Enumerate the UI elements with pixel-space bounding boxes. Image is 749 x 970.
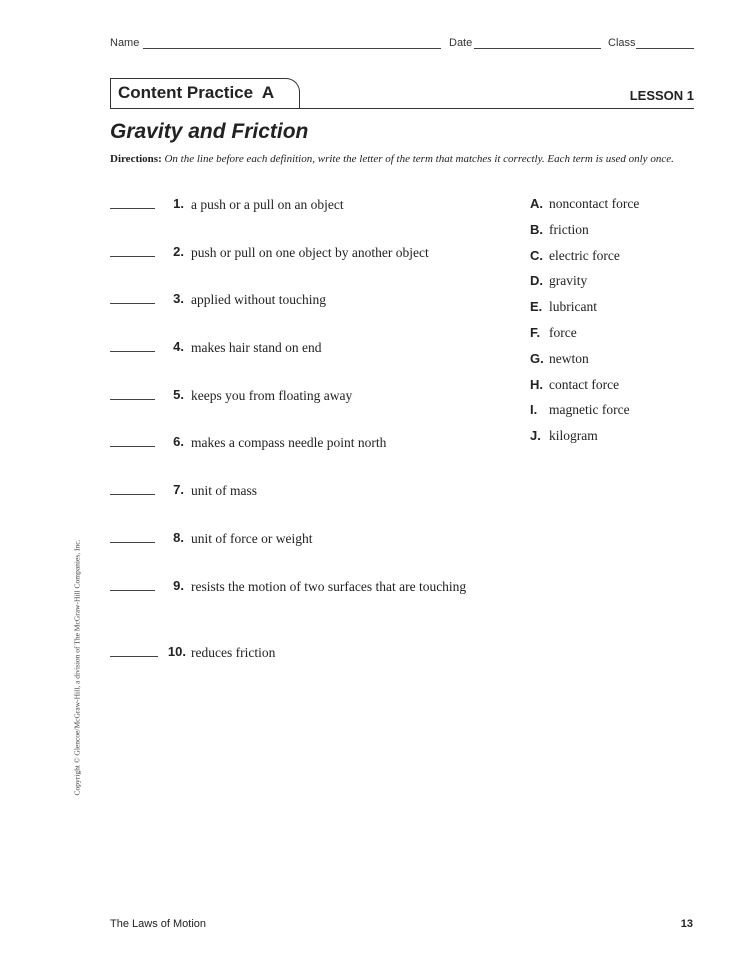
answer-blank[interactable] <box>110 542 155 543</box>
question-number: 6. <box>173 434 184 449</box>
class-label: Class <box>608 37 636 49</box>
term-letter: F. <box>530 325 541 340</box>
term-item <box>530 248 620 264</box>
answer-blank[interactable] <box>110 446 155 447</box>
copyright-notice: Copyright © Glencoe/McGraw-Hill, a division of The McGraw-Hill Companies, Inc. <box>72 539 82 796</box>
term-letter: H. <box>530 376 543 392</box>
question-text: resists the motion of two surfaces that are touching <box>191 579 467 594</box>
answer-blank[interactable] <box>110 656 158 657</box>
term-text: newton <box>549 350 589 366</box>
question-number: 2. <box>173 244 184 259</box>
term-letter: I. <box>530 402 538 418</box>
question-number: 7. <box>173 482 184 497</box>
directions <box>110 152 695 167</box>
answer-blank[interactable] <box>110 494 155 495</box>
lesson-label: LESSON 1 <box>629 88 694 103</box>
question-number: 9. <box>173 578 184 593</box>
term-text: electric force <box>549 247 620 263</box>
term-letter: J. <box>530 428 541 444</box>
date-label: Date <box>449 37 473 49</box>
question-number: 4. <box>173 339 184 354</box>
answer-blank[interactable] <box>110 256 155 257</box>
answer-blank[interactable] <box>110 208 155 209</box>
answer-blank[interactable] <box>110 303 155 304</box>
answer-blank[interactable] <box>110 351 155 352</box>
question-text: keeps you from floating away <box>191 388 353 403</box>
question-text: makes hair stand on end <box>191 340 322 355</box>
name-field[interactable] <box>143 48 441 49</box>
question-number: 1. <box>173 196 184 211</box>
term-item <box>530 222 589 238</box>
term-text: friction <box>549 221 589 237</box>
question-text: reduces friction <box>191 645 276 660</box>
page-number: 13 <box>680 918 693 930</box>
term-text: gravity <box>549 273 588 289</box>
term-item <box>530 351 589 367</box>
question-text: applied without touching <box>191 292 326 307</box>
answer-blank[interactable] <box>110 590 155 591</box>
term-item <box>530 428 598 444</box>
term-item <box>530 196 639 212</box>
name-label: Name <box>110 37 140 49</box>
class-field[interactable] <box>636 48 694 49</box>
banner-rule <box>110 108 694 109</box>
question-text: unit of force or weight <box>191 531 313 546</box>
answer-blank[interactable] <box>110 399 155 400</box>
directions-text: On the line before each definition, write the letter of the term that matches it correctly. Each term is used only once. <box>164 153 674 165</box>
term-text: force <box>549 325 577 340</box>
term-item <box>530 377 619 393</box>
term-item <box>530 299 597 315</box>
question-number: 3. <box>173 291 184 306</box>
directions-label: Directions: <box>110 153 162 165</box>
question-text: makes a compass needle point north <box>191 435 387 450</box>
term-text: noncontact force <box>549 196 640 211</box>
term-text: kilogram <box>549 428 598 444</box>
term-letter: E. <box>530 299 543 315</box>
question-text: push or pull on one object by another object <box>191 245 429 260</box>
date-field[interactable] <box>474 48 601 49</box>
page-title: Gravity and Friction <box>110 120 309 143</box>
question-text: unit of mass <box>191 483 257 498</box>
term-text: contact force <box>549 376 620 392</box>
question-text: a push or a pull on an object <box>191 197 344 212</box>
term-letter: D. <box>530 273 543 289</box>
term-item <box>530 273 587 289</box>
term-letter: G. <box>530 350 544 366</box>
term-item <box>530 325 577 341</box>
question-number: 10. <box>167 644 186 659</box>
question-number: 5. <box>173 387 184 402</box>
term-letter: C. <box>530 247 543 263</box>
question-number: 8. <box>173 530 184 545</box>
footer-unit: The Laws of Motion <box>110 918 206 930</box>
term-letter: B. <box>530 221 543 237</box>
term-item <box>530 402 630 418</box>
banner-title: Content Practice A <box>118 83 275 102</box>
term-text: magnetic force <box>549 402 630 418</box>
term-text: lubricant <box>549 299 597 315</box>
term-letter: A. <box>530 196 543 211</box>
